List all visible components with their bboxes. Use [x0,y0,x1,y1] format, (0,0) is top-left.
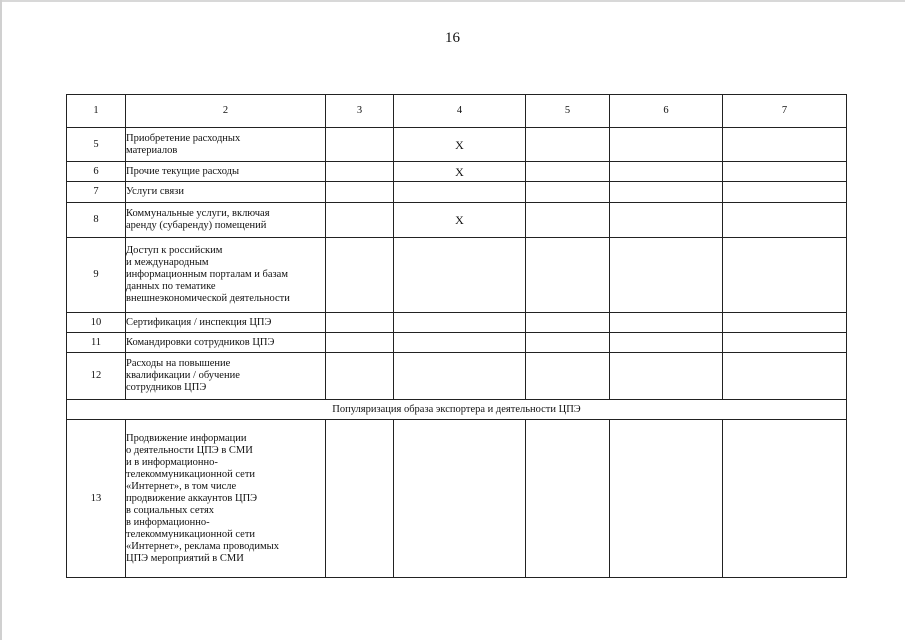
section-title: Популяризация образа экспортера и деятельности ЦПЭ [67,400,847,420]
table-row [67,313,847,333]
cell-col7 [723,182,847,203]
cell-col3 [326,182,394,203]
cell-col5 [526,182,610,203]
row-number: 10 [67,313,126,333]
column-header: 7 [723,95,847,128]
cell-col5 [526,333,610,353]
cell-col6 [610,420,723,578]
table-row [67,162,847,182]
cell-col5 [526,203,610,238]
column-header: 1 [67,95,126,128]
cell-col7 [723,128,847,162]
row-number: 5 [67,128,126,162]
cell-col3 [326,313,394,333]
cell-col5 [526,420,610,578]
cell-col3 [326,203,394,238]
column-header: 5 [526,95,610,128]
budget-table [66,94,847,578]
column-header: 3 [326,95,394,128]
cell-col6 [610,313,723,333]
row-description: Услуги связи [126,182,326,203]
cell-col6 [610,333,723,353]
table-row [67,353,847,400]
column-header: 4 [394,95,526,128]
cell-col6 [610,162,723,182]
cell-col3 [326,238,394,313]
cell-col7 [723,162,847,182]
cell-col3 [326,162,394,182]
row-number: 13 [67,420,126,578]
table-row [67,238,847,313]
cell-col4 [394,313,526,333]
table-row [67,420,847,578]
cell-col5 [526,313,610,333]
cell-col7 [723,203,847,238]
cell-col4 [394,420,526,578]
row-number: 11 [67,333,126,353]
cell-col3 [326,420,394,578]
table-header-row [67,95,847,128]
row-number: 12 [67,353,126,400]
cell-col3 [326,128,394,162]
cell-col3 [326,353,394,400]
row-description: Доступ к российским и международным информационным порталам и базам данных по тематике внешнеэкономической деятельности [126,238,326,313]
cell-col7 [723,333,847,353]
cell-col4: X [394,203,526,238]
section-header-row [67,400,847,420]
cell-col3 [326,333,394,353]
row-description: Сертификация / инспекция ЦПЭ [126,313,326,333]
cell-col7 [723,313,847,333]
scan-top-edge [0,0,905,2]
table-row [67,203,847,238]
row-description: Приобретение расходных материалов [126,128,326,162]
row-description: Прочие текущие расходы [126,162,326,182]
cell-col4 [394,333,526,353]
row-number: 9 [67,238,126,313]
cell-col5 [526,128,610,162]
row-number: 8 [67,203,126,238]
table-row [67,333,847,353]
row-number: 7 [67,182,126,203]
row-description: Командировки сотрудников ЦПЭ [126,333,326,353]
row-description: Продвижение информации о деятельности ЦПЭ в СМИ и в информационно- телекоммуникационной сети «Интернет», в том числе продвижение аккаунтов ЦПЭ в социальных сетях в информационно- телекоммуникационной сети «Интернет», реклама проводимых ЦПЭ мероприятий в СМИ [126,420,326,578]
cell-col7 [723,238,847,313]
row-description: Коммунальные услуги, включая аренду (субаренду) помещений [126,203,326,238]
page-number: 16 [445,30,460,46]
cell-col4 [394,353,526,400]
cell-col5 [526,238,610,313]
cell-col4: X [394,128,526,162]
table-row [67,128,847,162]
cell-col5 [526,353,610,400]
column-header: 6 [610,95,723,128]
cell-col4 [394,182,526,203]
cell-col7 [723,420,847,578]
cell-col6 [610,182,723,203]
cell-col4: X [394,162,526,182]
cell-col6 [610,203,723,238]
cell-col6 [610,238,723,313]
table-row [67,182,847,203]
row-number: 6 [67,162,126,182]
scan-left-edge [0,0,2,640]
cell-col5 [526,162,610,182]
cell-col6 [610,128,723,162]
cell-col6 [610,353,723,400]
cell-col4 [394,238,526,313]
cell-col7 [723,353,847,400]
column-header: 2 [126,95,326,128]
row-description: Расходы на повышение квалификации / обучение сотрудников ЦПЭ [126,353,326,400]
